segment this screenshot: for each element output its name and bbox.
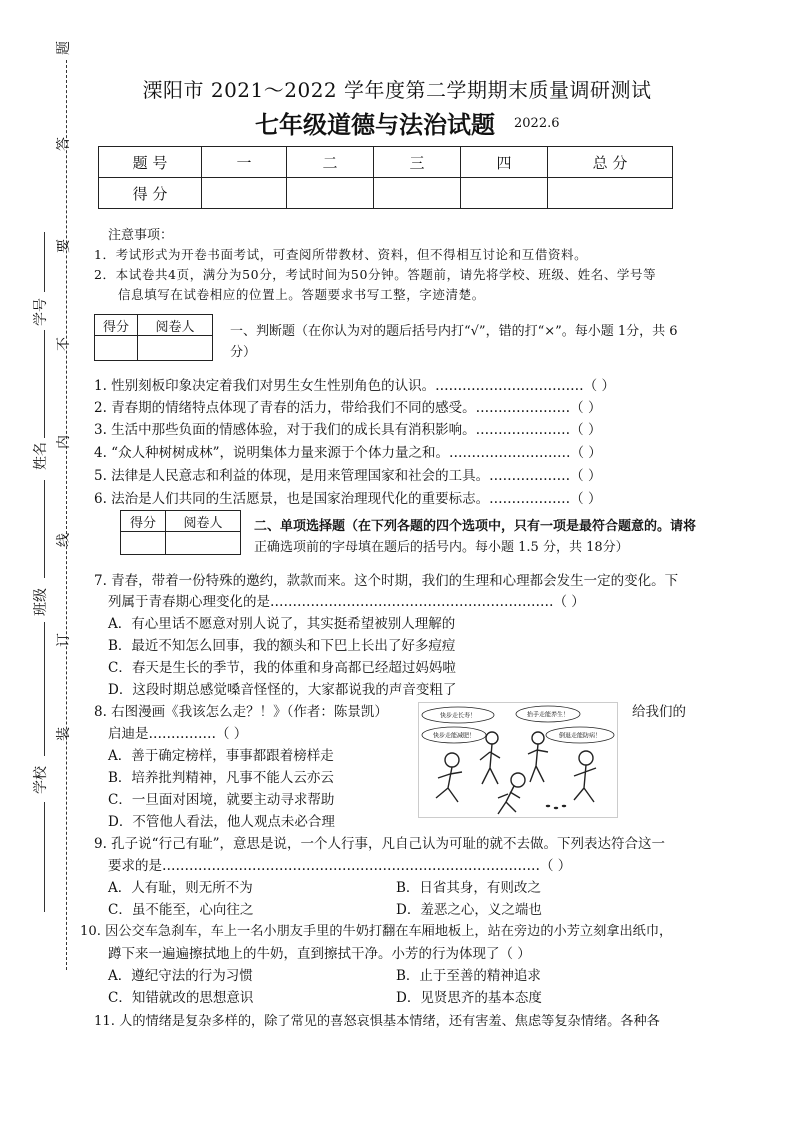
- binding-dashed-line: [66, 60, 67, 970]
- grader-score-cell[interactable]: [121, 532, 166, 555]
- section2-heading-cont: 正确选项前的字母填在题后的括号内。每小题 1.5 分，共 18分）: [254, 540, 629, 555]
- q8-stem-tail: 给我们的: [632, 704, 686, 720]
- class-field-label: 班级: [33, 588, 49, 616]
- grader-name-label: 阅卷人: [166, 511, 241, 532]
- margin-char: 答: [56, 137, 72, 151]
- school-field-label: 学校: [33, 766, 49, 794]
- score-cell[interactable]: [548, 178, 673, 209]
- grader-name-cell[interactable]: [138, 336, 213, 361]
- q9-stem: 9. 孔子说“行己有耻”，意思是说，一个人行事，凡自己认为可耻的就不去做。下列表达符合这一: [94, 836, 665, 852]
- cartoon-figure: [574, 751, 596, 802]
- margin-char: 线: [56, 533, 72, 547]
- score-table-col: 总 分: [548, 147, 673, 178]
- cartoon-figure: [480, 732, 500, 784]
- q8-stem: 8. 右图漫画《我该怎么走？！》（作者：陈景凯）: [94, 704, 388, 720]
- q8-option-d: D．不管他人看法，他人观点未必合理: [108, 814, 335, 830]
- grader-name-cell[interactable]: [166, 532, 241, 555]
- section2-heading: 二、单项选择题（在下列各题的四个选项中，只有一项是最符合题意的。请将: [254, 519, 697, 534]
- score-table-col: 一: [202, 147, 287, 178]
- note-item: 2．本试卷共4页，满分为50分，考试时间为50分钟。答题前，请先将学校、班级、姓名、学号等: [94, 267, 657, 282]
- grader-score-label: 得分: [121, 511, 166, 532]
- cartoon-figure: [436, 753, 462, 802]
- exam-title: 溧阳市 2021～2022 学年度第二学期期末质量调研测试: [142, 78, 652, 102]
- q7-stem-cont: 列属于青春期心理变化的是………………………………………………………（ ）: [108, 594, 585, 610]
- note-item: 信息填写在试卷相应的位置上。答题要求书写工整，字迹清楚。: [118, 287, 485, 302]
- q10-stem-cont: 蹲下来一遍遍擦拭地上的牛奶，直到擦拭干净。小芳的行为体现了（ ）: [108, 946, 531, 962]
- q10-option-c: C．知错就改的思想意识: [108, 990, 254, 1006]
- q10-option-a: A．遵纪守法的行为习惯: [108, 968, 253, 984]
- margin-char: 题: [56, 41, 72, 55]
- q8-option-c: C．一旦面对困境，就要主动寻求帮助: [108, 792, 335, 808]
- bubble-text: 倒退走能防病！: [558, 732, 602, 740]
- judge-item: 1. 性别刻板印象决定着我们对男生女生性别角色的认识。……………………………（ ）: [94, 378, 615, 394]
- q9-stem-cont: 要求的是…………………………………………………………………………（ ）: [108, 858, 572, 874]
- section1-heading-cont: 分）: [230, 345, 257, 360]
- section2-grader-box: [120, 510, 241, 555]
- q7-option-a: A．有心里话不愿意对别人说了，其实挺希望被别人理解的: [108, 616, 456, 632]
- grader-name-label: 阅卷人: [138, 315, 213, 336]
- q11-stem: 11. 人的情绪是复杂多样的，除了常见的喜怒哀惧基本情绪，还有害羞、焦虑等复杂情绪。各种各: [94, 1014, 660, 1029]
- margin-char: 不: [56, 337, 72, 351]
- judge-item: 2. 青春期的情绪特点体现了青春的活力，带给我们不同的感受。…………………（ ）: [94, 400, 602, 416]
- score-table-row-label: 得 分: [99, 178, 202, 209]
- score-cell[interactable]: [202, 178, 287, 209]
- cartoon-figure: [498, 773, 525, 814]
- score-cell[interactable]: [287, 178, 374, 209]
- q8-option-b: B．培养批判精神，凡事不能人云亦云: [108, 770, 334, 786]
- grader-score-label: 得分: [95, 315, 138, 336]
- cartoon-illustration: [418, 702, 618, 818]
- q9-option-c: C．虽不能至，心向往之: [108, 902, 254, 918]
- score-table-col: 二: [287, 147, 374, 178]
- bubble-text: 快步走能减肥！: [432, 732, 476, 740]
- q10-option-d: D．见贤思齐的基本态度: [396, 990, 542, 1006]
- score-table-col: 三: [374, 147, 461, 178]
- score-cell[interactable]: [461, 178, 548, 209]
- score-table: [98, 146, 673, 209]
- q8-option-a: A．善于确定榜样，事事都跟着榜样走: [108, 748, 334, 764]
- student-id-field-label: 学号: [33, 298, 49, 326]
- q7-option-d: D．这段时期总感觉嗓音怪怪的，大家都说我的声音变粗了: [108, 682, 457, 698]
- q9-option-d: D．羞恶之心，义之端也: [396, 902, 542, 918]
- margin-char: 要: [56, 239, 72, 253]
- name-field-label: 姓名: [33, 442, 49, 470]
- footprints: [546, 805, 566, 809]
- judge-item: 6. 法治是人们共同的生活愿景，也是国家治理现代化的重要标志。………………（ ）: [94, 491, 602, 507]
- grader-score-cell[interactable]: [95, 336, 138, 361]
- q8-stem-cont: 启迪是……………（ ）: [108, 726, 248, 742]
- score-table-header-label: 题 号: [99, 147, 202, 178]
- score-table-col: 四: [461, 147, 548, 178]
- section1-heading: 一、判断题（在你认为对的题后括号内打“√”，错的打“×”。每小题 1分，共 6: [230, 324, 678, 339]
- subject-title: 七年级道德与法治试题: [255, 110, 495, 139]
- q7-option-c: C．春天是生长的季节，我的体重和身高都已经超过妈妈啦: [108, 660, 456, 676]
- bubble-text: 抬手走能养生！: [526, 711, 570, 719]
- judge-item: 4. “众人种树树成林”，说明集体力量来源于个体力量之和。………………………（ ）: [94, 445, 602, 461]
- q7-option-b: B．最近不知怎么回事，我的额头和下巴上长出了好多痘痘: [108, 638, 456, 654]
- q10-stem: 10. 因公交车急刹车，车上一名小朋友手里的牛奶打翻在车厢地板上，站在旁边的小芳立刻拿出纸巾，: [80, 924, 673, 939]
- q9-option-a: A．人有耻，则无所不为: [108, 880, 253, 896]
- margin-char: 装: [56, 727, 72, 741]
- note-item: 1．考试形式为开卷书面考试，可查阅所带教材、资料，但不得相互讨论和互借资料。: [94, 247, 588, 262]
- margin-char: 内: [56, 435, 72, 449]
- cartoon-figure: [528, 732, 548, 782]
- margin-char: 订: [56, 633, 72, 647]
- exam-date: 2022.6: [514, 116, 560, 131]
- judge-item: 3. 生活中那些负面的情感体验，对于我们的成长具有消积影响。…………………（ ）: [94, 422, 602, 438]
- notes-heading: 注意事项：: [108, 228, 174, 243]
- bubble-text: 快步走长寿！: [439, 712, 477, 720]
- q7-stem: 7. 青春，带着一份特殊的邀约，款款而来。这个时期，我们的生理和心理都会发生一定的变化。下: [94, 573, 679, 589]
- q9-option-b: B．日省其身，有则改之: [396, 880, 541, 896]
- q10-option-b: B．止于至善的精神追求: [396, 968, 541, 984]
- section1-grader-box: [94, 314, 213, 361]
- score-cell[interactable]: [374, 178, 461, 209]
- judge-item: 5. 法律是人民意志和利益的体现，是用来管理国家和社会的工具。………………（ ）: [94, 468, 602, 484]
